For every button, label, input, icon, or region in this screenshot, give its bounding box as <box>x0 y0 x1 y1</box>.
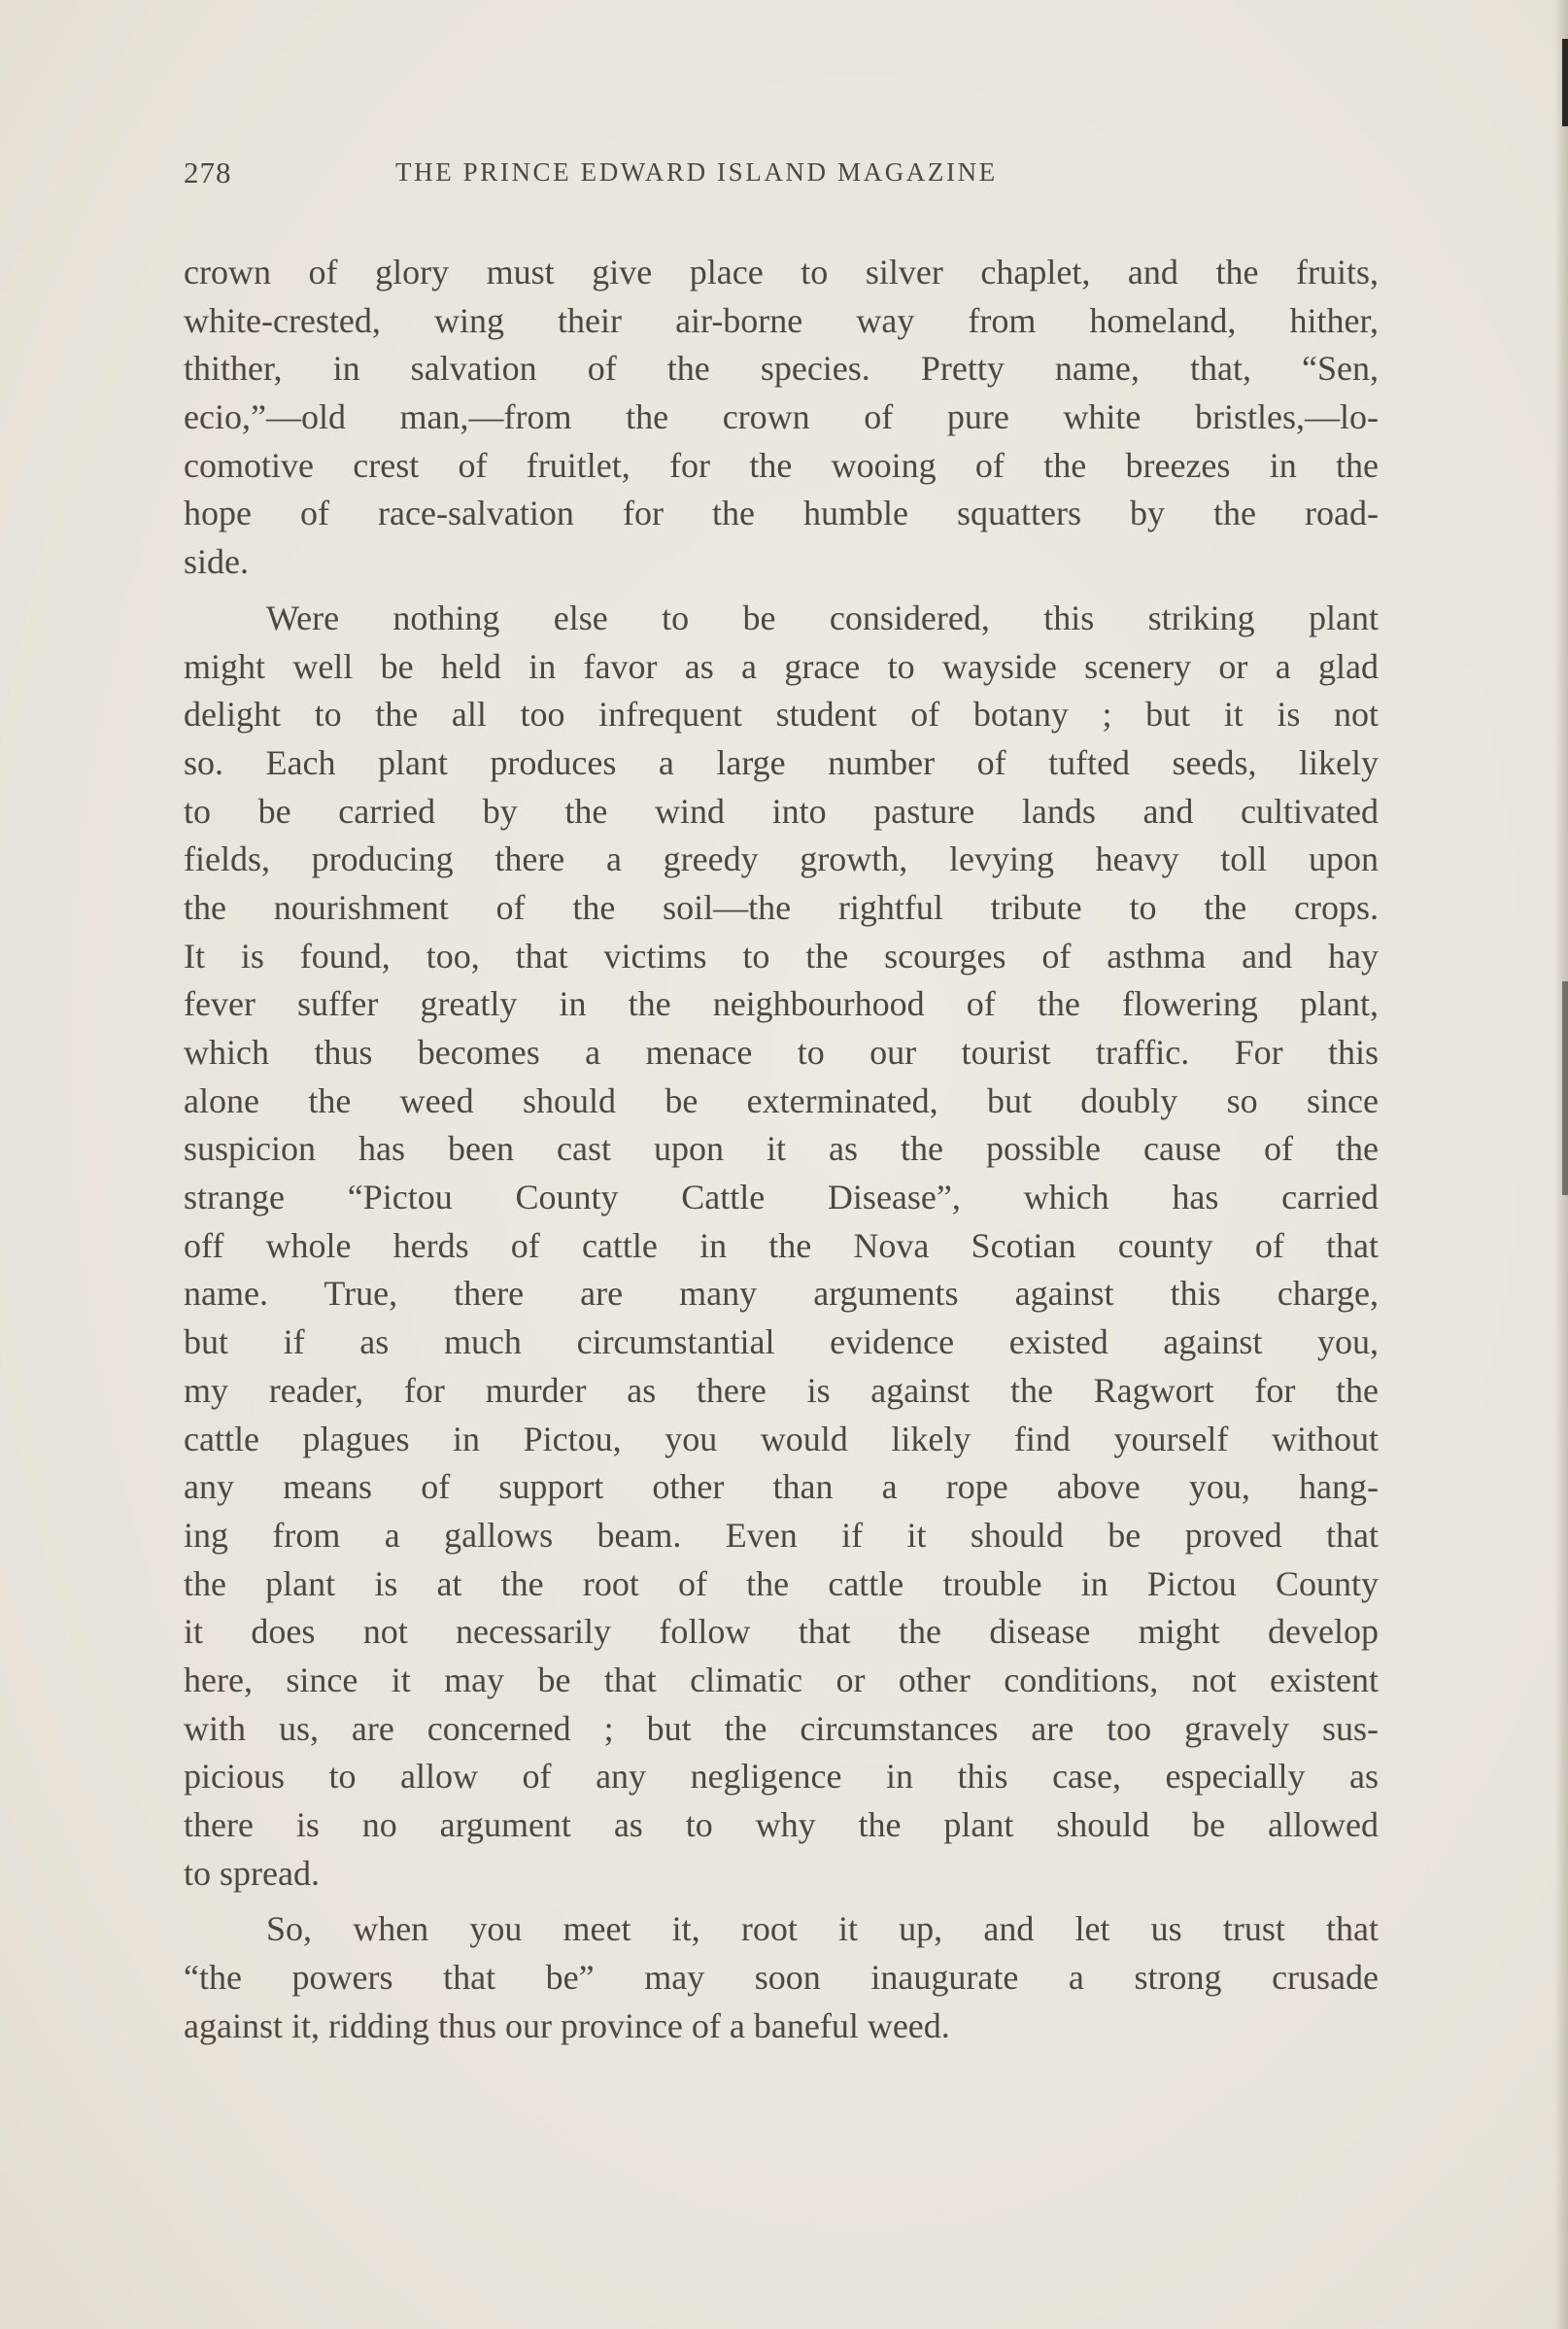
text-line: alone the weed should be exterminated, but doubly so since <box>184 1080 1379 1120</box>
running-title: THE PRINCE EDWARD ISLAND MAGAZINE <box>395 157 998 187</box>
text-line: the nourishment of the soil—the rightful tribute to the crops. <box>184 887 1379 927</box>
paragraph <box>184 249 1379 587</box>
text-line: “the powers that be” may soon inaugurate a strong crusade <box>184 1958 1379 1998</box>
text-line: white-crested, wing their air-borne way from homeland, hither, <box>184 300 1379 340</box>
text-line: Were nothing else to be considered, this striking plant <box>266 598 1379 637</box>
text-line: against it, ridding thus our province of a baneful weed. <box>184 2005 950 2045</box>
text-line: it does not necessarily follow that the disease might develop <box>184 1612 1379 1652</box>
text-line: the plant is at the root of the cattle trouble in Pictou County <box>184 1563 1379 1603</box>
text-line: there is no argument as to why the plant should be allowed <box>184 1805 1379 1844</box>
text-line: any means of support other than a rope above you, hang- <box>184 1467 1379 1507</box>
text-line: but if as much circumstantial evidence existed against you, <box>184 1322 1379 1362</box>
text-line: might well be held in favor as a grace to wayside scenery or a glad <box>184 646 1379 686</box>
text-line: my reader, for murder as there is against the Ragwort for the <box>184 1370 1379 1410</box>
running-header <box>184 155 1379 200</box>
text-line: off whole herds of cattle in the Nova Scotian county of that <box>184 1225 1379 1265</box>
text-line: suspicion has been cast upon it as the possible cause of the <box>184 1129 1379 1169</box>
text-line: side. <box>184 542 249 582</box>
text-line: comotive crest of fruitlet, for the wooing of the breezes in the <box>184 445 1379 485</box>
text-line: ing from a gallows beam. Even if it should be proved that <box>184 1515 1379 1555</box>
text-line: with us, are concerned ; but the circumstances are too gravely sus- <box>184 1708 1379 1748</box>
text-line: So, when you meet it, root it up, and let us trust that <box>266 1909 1379 1949</box>
page-number: 278 <box>184 155 232 189</box>
binding-mark <box>1562 981 1568 1195</box>
text-line: delight to the all too infrequent student of botany ; but it is not <box>184 695 1379 735</box>
text-line: thither, in salvation of the species. Pretty name, that, “Sen, <box>184 349 1379 389</box>
paragraph <box>184 595 1379 1899</box>
text-line: hope of race-salvation for the humble squatters by the road- <box>184 494 1379 533</box>
binding-mark <box>1562 39 1568 126</box>
text-line: to be carried by the wind into pasture lands and cultivated <box>184 791 1379 831</box>
text-line: which thus becomes a menace to our tourist traffic. For this <box>184 1033 1379 1072</box>
text-line: here, since it may be that climatic or other conditions, not existent <box>184 1660 1379 1699</box>
text-line: cattle plagues in Pictou, you would likely find yourself without <box>184 1419 1379 1458</box>
text-line: to spread. <box>184 1853 320 1893</box>
text-line: fields, producing there a greedy growth, levying heavy toll upon <box>184 839 1379 879</box>
text-line: picious to allow of any negligence in this case, especially as <box>184 1757 1379 1797</box>
text-line: crown of glory must give place to silver chaplet, and the fruits, <box>184 253 1379 291</box>
text-line: name. True, there are many arguments against this charge, <box>184 1274 1379 1314</box>
text-line: fever suffer greatly in the neighbourhood of the flowering plant, <box>184 984 1379 1024</box>
article-body <box>184 249 1379 2058</box>
text-line: It is found, too, that victims to the scourges of asthma and hay <box>184 936 1379 976</box>
text-line: so. Each plant produces a large number of tufted seeds, likely <box>184 742 1379 782</box>
paragraph <box>184 1905 1379 2050</box>
text-line: ecio,”—old man,—from the crown of pure white bristles,—lo- <box>184 397 1379 437</box>
text-line: strange “Pictou County Cattle Disease”, which has carried <box>184 1178 1379 1217</box>
